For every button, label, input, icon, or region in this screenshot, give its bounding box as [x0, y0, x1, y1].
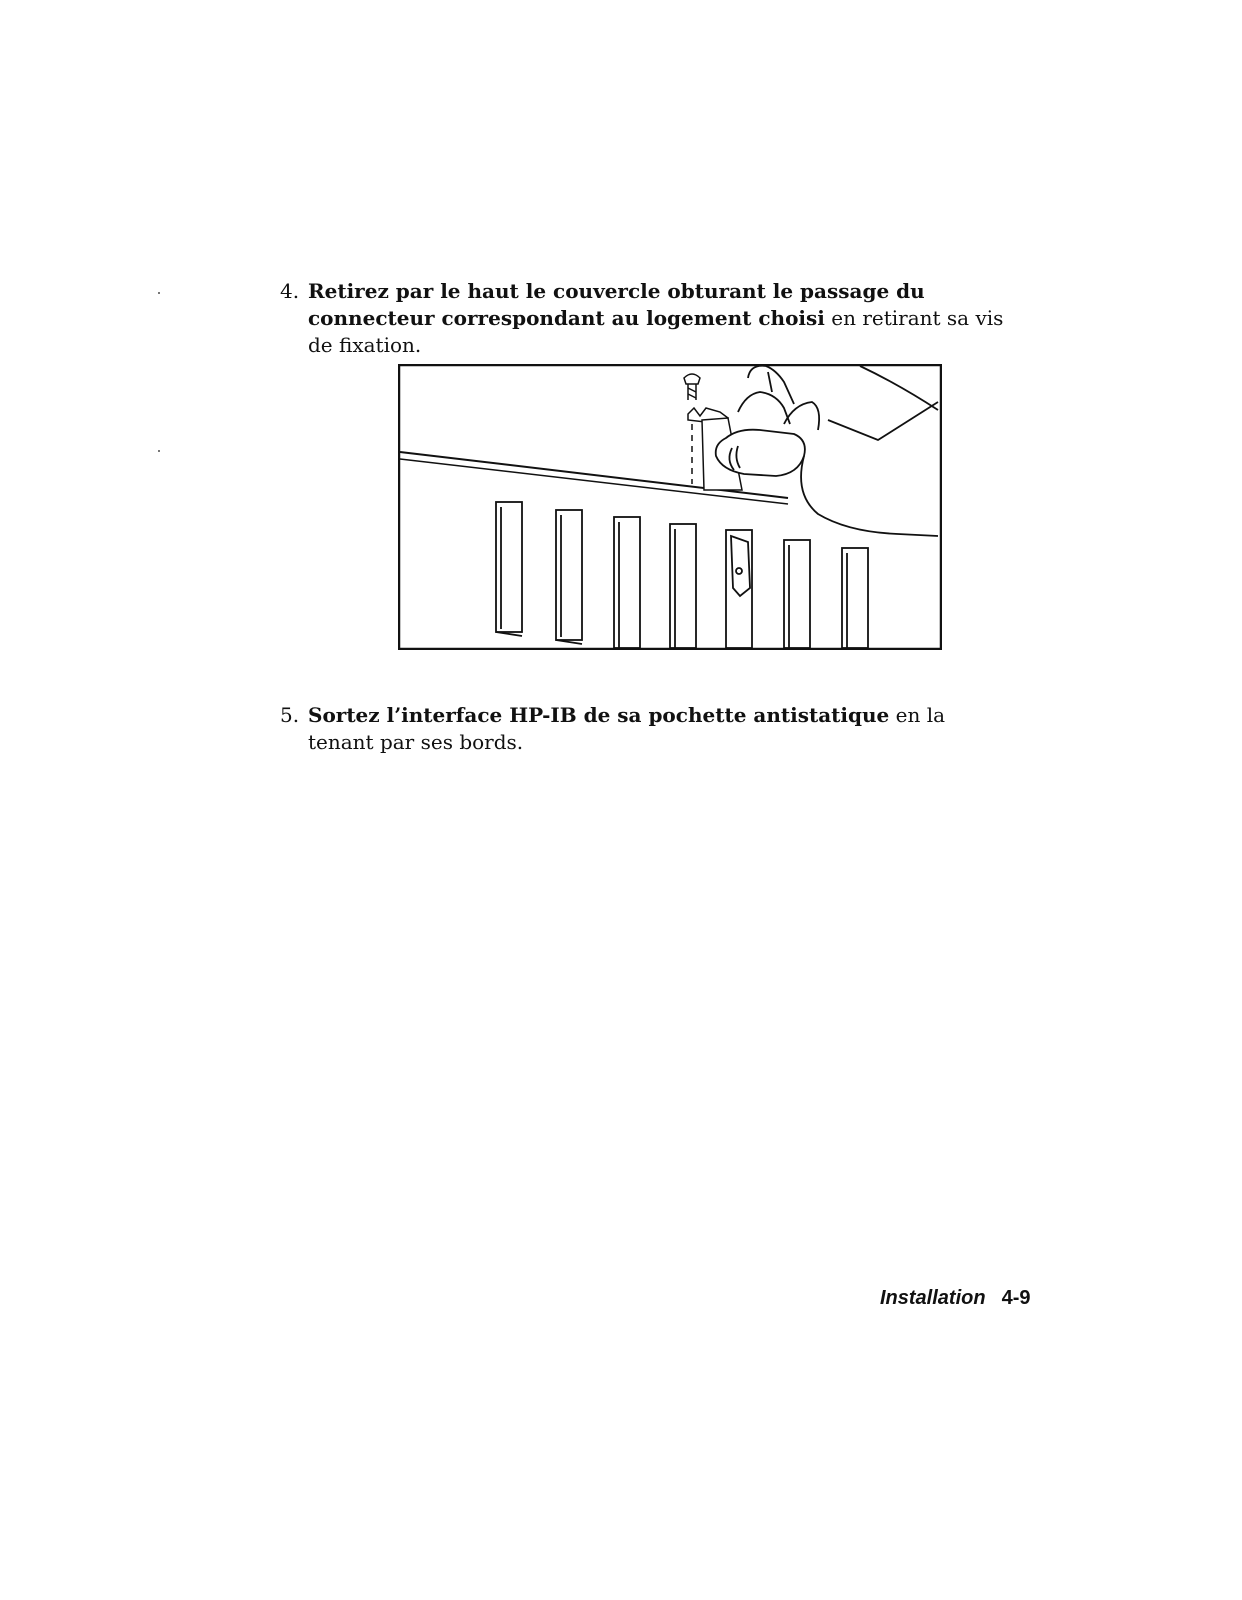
slot-cover-illustration: [398, 364, 942, 650]
step-number: 5.: [280, 703, 300, 727]
step-instruction-bold: Sortez l’interface HP-IB de sa pochette antistatique: [308, 703, 890, 727]
slot-7: [842, 548, 868, 648]
step-text: [308, 278, 1010, 359]
step-number: 4.: [280, 279, 300, 303]
page-number: 4-9: [1001, 1287, 1031, 1309]
footer-section: Installation: [880, 1287, 986, 1309]
slot-6: [784, 540, 810, 648]
step-instruction-bold: Retirez par le haut le couvercle obturant le passage du connecteur correspondant au logement choisi: [308, 279, 925, 330]
step-4: [280, 278, 1010, 359]
slot-3: [614, 517, 640, 648]
slot-5-open: [726, 530, 752, 648]
scan-speck: [158, 292, 160, 294]
step-instruction-detail: en la tenant par ses bords.: [308, 703, 946, 754]
step-5: [280, 702, 1010, 756]
screw-icon: [684, 374, 700, 400]
expansion-slots: [496, 502, 868, 648]
page-footer: [880, 1287, 1030, 1310]
hand-icon: [716, 366, 938, 536]
step-text: [308, 702, 1010, 756]
step-instruction-detail: en retirant sa vis de fixation.: [308, 306, 1004, 357]
slot-2: [556, 510, 582, 644]
scan-speck: [158, 450, 160, 452]
slot-4: [670, 524, 696, 648]
slot-1: [496, 502, 522, 636]
